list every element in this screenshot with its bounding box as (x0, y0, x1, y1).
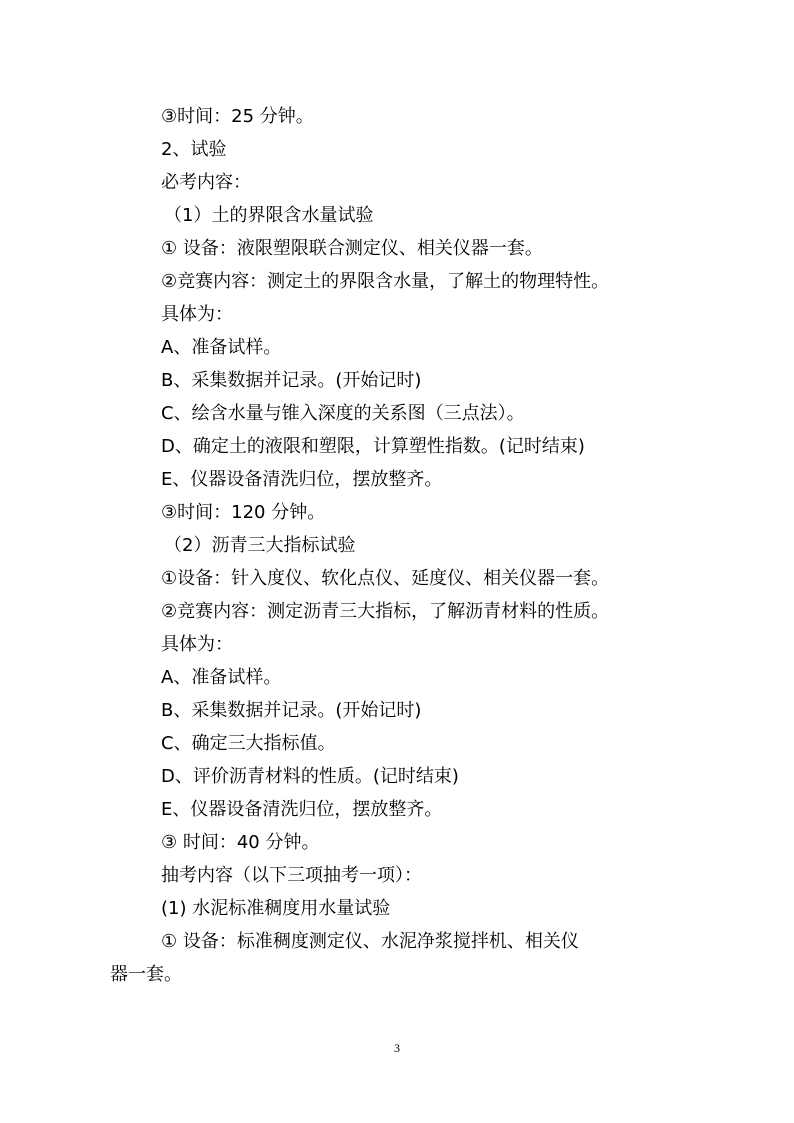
item-heading-asphalt: （2）沥青三大指标试验 (164, 535, 356, 556)
text-line-step-c-1: C、绘含水量与锥入深度的关系图（三点法）。 (161, 403, 525, 424)
subheading-optional: 抽考内容（以下三项抽考一项）： (161, 865, 422, 886)
text-line-specific-2: 具体为： (161, 634, 233, 655)
subheading-required: 必考内容： (161, 172, 251, 193)
text-line-equipment-3: ① 设备：标准稠度测定仪、水泥净浆搅拌机、相关仪 (161, 931, 579, 952)
text-line-time-25: ③时间：25 分钟。 (161, 106, 314, 127)
text-line-step-b-1: B、采集数据并记录。(开始记时) (161, 370, 422, 391)
document-body (0, 100, 794, 991)
text-line-step-d-1: D、确定土的液限和塑限，计算塑性指数。(记时结束) (161, 436, 585, 457)
text-line-step-c-2: C、确定三大指标值。 (161, 733, 336, 754)
text-line-step-b-2: B、采集数据并记录。(开始记时) (161, 700, 422, 721)
text-line-equipment-3-cont: 器一套。 (110, 964, 182, 985)
text-line-equipment-1: ① 设备：液限塑限联合测定仪、相关仪器一套。 (161, 238, 543, 259)
text-line-time-120: ③时间：120 分钟。 (161, 502, 326, 523)
text-line-step-e-1: E、仪器设备清洗归位，摆放整齐。 (161, 469, 443, 490)
text-line-specific-1: 具体为： (161, 304, 233, 325)
text-line-equipment-2: ①设备：针入度仪、软化点仪、延度仪、相关仪器一套。 (161, 568, 610, 589)
page-number: 3 (394, 1041, 400, 1055)
text-line-time-40: ③ 时间：40 分钟。 (161, 832, 320, 853)
section-heading-test: 2、试验 (161, 139, 227, 160)
text-line-step-d-2: D、评价沥青材料的性质。(记时结束) (161, 766, 459, 787)
text-line-step-a-2: A、准备试样。 (161, 667, 282, 688)
item-heading-cement: (1) 水泥标准稠度用水量试验 (161, 898, 391, 919)
text-line-content-1: ②竞赛内容：测定土的界限含水量，了解土的物理特性。 (161, 271, 610, 292)
item-heading-soil-limit: （1）土的界限含水量试验 (164, 205, 374, 226)
text-line-step-a-1: A、准备试样。 (161, 337, 282, 358)
text-line-step-e-2: E、仪器设备清洗归位，摆放整齐。 (161, 799, 443, 820)
text-line-content-2: ②竞赛内容：测定沥青三大指标，了解沥青材料的性质。 (161, 601, 610, 622)
